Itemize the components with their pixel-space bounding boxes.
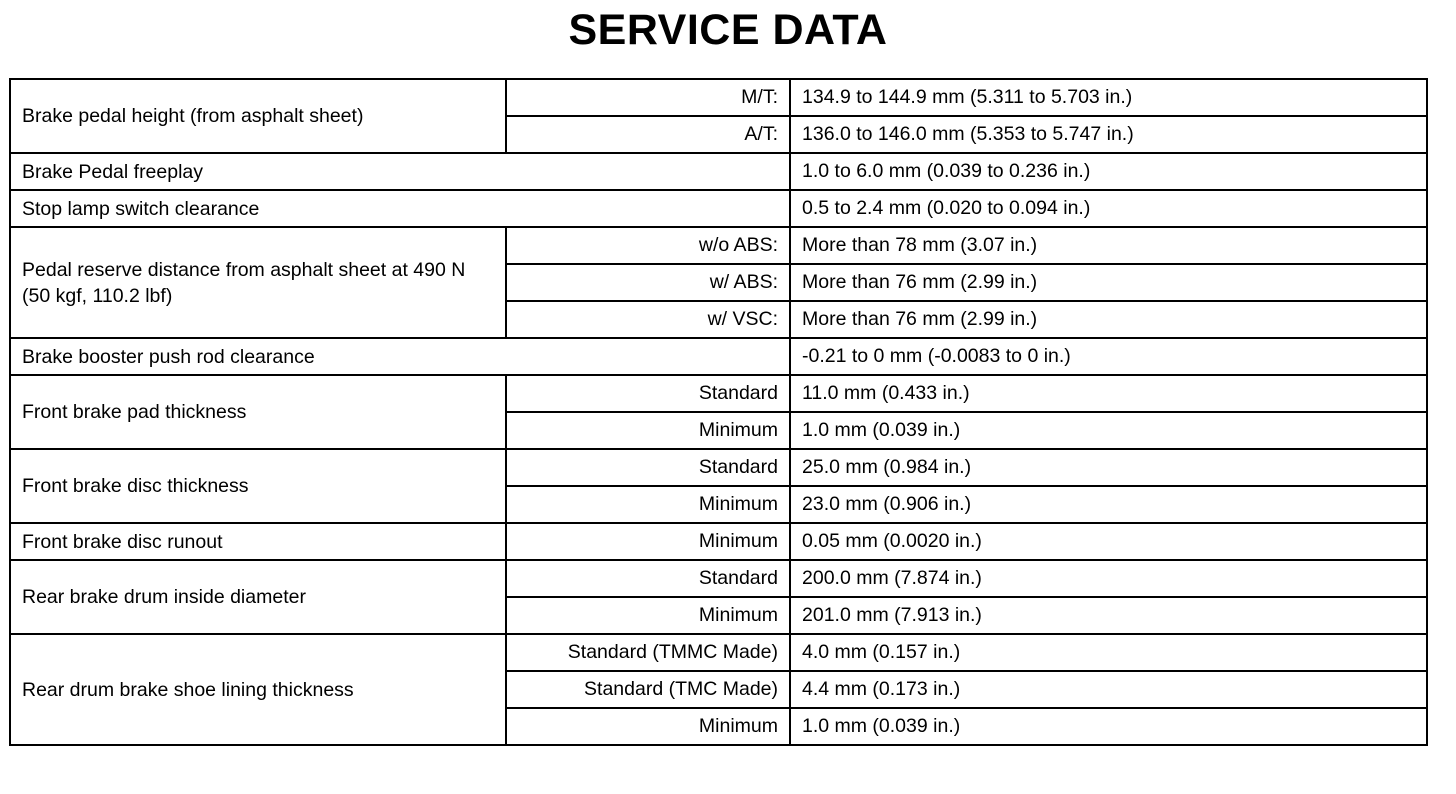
- table-row: [10, 79, 1427, 116]
- table-row: [10, 634, 1427, 671]
- spec-value-cell: More than 76 mm (2.99 in.): [790, 301, 1427, 338]
- spec-value-cell: 4.0 mm (0.157 in.): [790, 634, 1427, 671]
- item-name-cell: Brake booster push rod clearance: [10, 338, 790, 375]
- spec-value-cell: More than 76 mm (2.99 in.): [790, 264, 1427, 301]
- spec-value-cell: 23.0 mm (0.906 in.): [790, 486, 1427, 523]
- condition-cell: Standard (TMC Made): [506, 671, 790, 708]
- condition-cell: Minimum: [506, 523, 790, 560]
- table-row: [10, 338, 1427, 375]
- item-name-cell: Pedal reserve distance from asphalt sheet at 490 N (50 kgf, 110.2 lbf): [10, 227, 506, 338]
- service-data-table-body: [10, 79, 1427, 745]
- spec-value-cell: 136.0 to 146.0 mm (5.353 to 5.747 in.): [790, 116, 1427, 153]
- condition-cell: Minimum: [506, 597, 790, 634]
- table-row: [10, 190, 1427, 227]
- condition-cell: Minimum: [506, 412, 790, 449]
- item-name-cell: Front brake pad thickness: [10, 375, 506, 449]
- table-row: [10, 227, 1427, 264]
- item-name-cell: Brake Pedal freeplay: [10, 153, 790, 190]
- item-name-cell: Rear brake drum inside diameter: [10, 560, 506, 634]
- table-row: [10, 375, 1427, 412]
- spec-value-cell: 200.0 mm (7.874 in.): [790, 560, 1427, 597]
- spec-value-cell: 134.9 to 144.9 mm (5.311 to 5.703 in.): [790, 79, 1427, 116]
- spec-value-cell: 1.0 mm (0.039 in.): [790, 708, 1427, 745]
- table-row: [10, 449, 1427, 486]
- spec-value-cell: More than 78 mm (3.07 in.): [790, 227, 1427, 264]
- spec-value-cell: 1.0 to 6.0 mm (0.039 to 0.236 in.): [790, 153, 1427, 190]
- item-name-cell: Front brake disc thickness: [10, 449, 506, 523]
- condition-cell: Standard: [506, 375, 790, 412]
- item-name-cell: Rear drum brake shoe lining thickness: [10, 634, 506, 745]
- table-row: [10, 560, 1427, 597]
- spec-value-cell: 0.5 to 2.4 mm (0.020 to 0.094 in.): [790, 190, 1427, 227]
- spec-value-cell: -0.21 to 0 mm (-0.0083 to 0 in.): [790, 338, 1427, 375]
- spec-value-cell: 0.05 mm (0.0020 in.): [790, 523, 1427, 560]
- condition-cell: Minimum: [506, 486, 790, 523]
- item-name-cell: Front brake disc runout: [10, 523, 506, 560]
- table-row: [10, 523, 1427, 560]
- condition-cell: Standard: [506, 449, 790, 486]
- service-data-table: [9, 78, 1428, 746]
- condition-cell: Standard: [506, 560, 790, 597]
- condition-cell: w/o ABS:: [506, 227, 790, 264]
- condition-cell: w/ ABS:: [506, 264, 790, 301]
- item-name-cell: Stop lamp switch clearance: [10, 190, 790, 227]
- spec-value-cell: 201.0 mm (7.913 in.): [790, 597, 1427, 634]
- spec-value-cell: 4.4 mm (0.173 in.): [790, 671, 1427, 708]
- spec-value-cell: 1.0 mm (0.039 in.): [790, 412, 1427, 449]
- condition-cell: Minimum: [506, 708, 790, 745]
- page-title: SERVICE DATA: [568, 6, 888, 54]
- spec-value-cell: 11.0 mm (0.433 in.): [790, 375, 1427, 412]
- condition-cell: w/ VSC:: [506, 301, 790, 338]
- condition-cell: Standard (TMMC Made): [506, 634, 790, 671]
- condition-cell: A/T:: [506, 116, 790, 153]
- table-row: [10, 153, 1427, 190]
- spec-value-cell: 25.0 mm (0.984 in.): [790, 449, 1427, 486]
- item-name-cell: Brake pedal height (from asphalt sheet): [10, 79, 506, 153]
- condition-cell: M/T:: [506, 79, 790, 116]
